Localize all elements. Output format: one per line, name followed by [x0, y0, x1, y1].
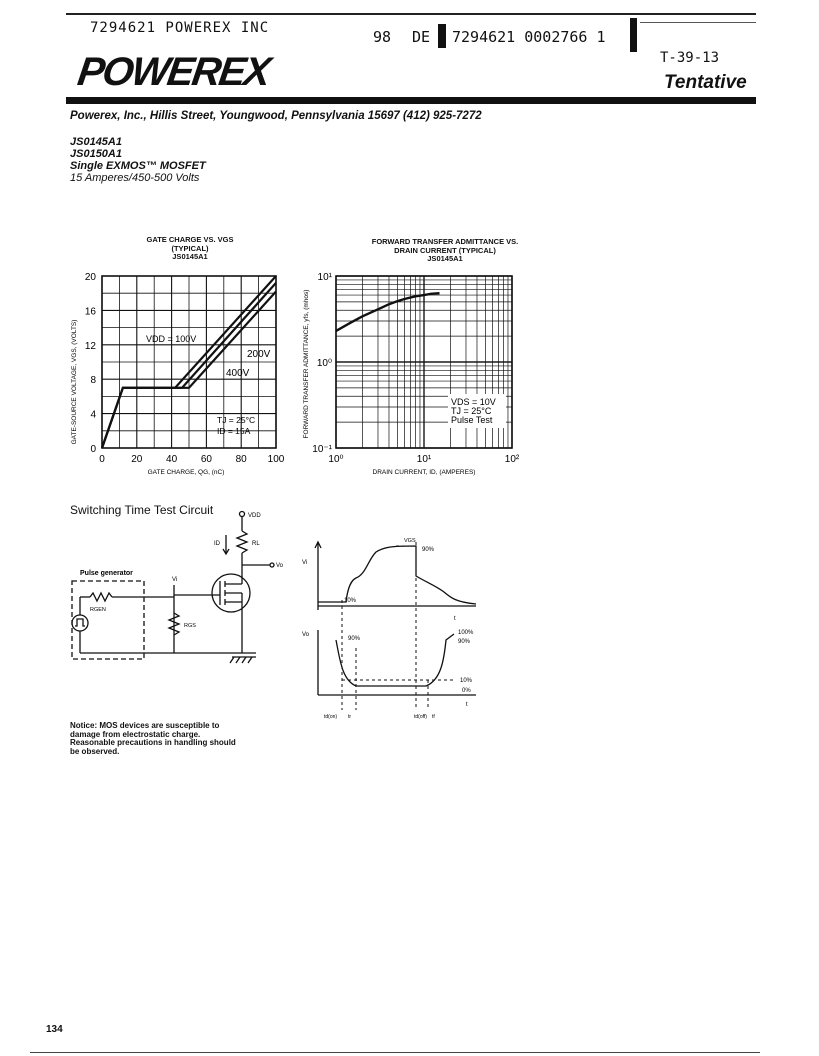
circuit-title: Switching Time Test Circuit: [70, 503, 214, 517]
part-number-1: JS0145A1: [70, 136, 122, 148]
chart1-x-tick: 100: [267, 454, 285, 465]
circuit-label-rgen: RGEN: [90, 607, 106, 613]
vdd-terminal: [240, 512, 245, 517]
product-name: Single EXMOS™ MOSFET: [70, 160, 206, 172]
chart2-y-tick: 10¹: [317, 272, 332, 283]
chart1-y-tick: 4: [90, 409, 96, 421]
rgen-resistor: [90, 593, 112, 601]
powerex-logo: POWEREX: [74, 50, 272, 94]
chart1-y-tick: 12: [84, 340, 96, 352]
chart1-annot-400: 400V: [226, 368, 250, 379]
chart1-x-tick: 0: [99, 454, 105, 465]
header-codes: 7294621 0002766 1: [452, 28, 606, 46]
chart1-annot-tj: TJ = 25°C: [217, 415, 256, 425]
chart2-y-tick: 10⁻¹: [312, 444, 332, 455]
esd-notice: [70, 722, 236, 756]
vgs-waveform: [318, 546, 476, 604]
header-rule-right: [640, 22, 756, 23]
header-ref: T-39-13: [660, 50, 720, 66]
chart2-title-line1: FORWARD TRANSFER ADMITTANCE VS.: [371, 237, 519, 246]
header-block-right: [630, 18, 637, 52]
chart1-ylabel: GATE-SOURCE VOLTAGE, VGS, (VOLTS): [71, 319, 78, 445]
circuit-label-vo: Vo: [276, 563, 284, 569]
top-rule: [66, 13, 756, 15]
chart2-y-tick: 10⁰: [316, 358, 332, 369]
chart1-y-tick: 0: [90, 444, 96, 455]
vo-terminal: [270, 563, 274, 567]
pulse-source: [72, 615, 88, 631]
circuit-label-rl: RL: [252, 541, 260, 547]
chart1-title-line2: (TYPICAL): [171, 243, 209, 253]
chart2-x-tick: 10¹: [416, 454, 432, 465]
header-batch: 98: [373, 28, 392, 46]
circuit-label-rgs: RGS: [184, 623, 196, 629]
chart1-title: [110, 236, 270, 262]
load-resistor: [237, 531, 247, 553]
chart2-title: [325, 238, 565, 264]
chart2-annot-tj: TJ = 25°C: [451, 406, 492, 416]
wave-label-100: 100%: [458, 630, 474, 636]
wave-label-vo: Vo: [302, 632, 310, 638]
wave-label-t-bottom: t: [466, 702, 468, 708]
part-number-2: JS0150A1: [70, 148, 122, 160]
bottom-rule: [30, 1052, 760, 1053]
chart1-x-tick: 40: [166, 454, 178, 465]
chart1-x-tick: 80: [235, 454, 247, 465]
circuit-label-vdd: VDD: [248, 513, 261, 519]
title-rule: [66, 97, 756, 104]
wave-label-90-top: 90%: [422, 547, 435, 553]
product-rating: 15 Amperes/450-500 Volts: [70, 172, 200, 184]
notice-line-3: Reasonable precautions in handling should: [70, 738, 236, 747]
notice-line-2: damage from electrostatic charge.: [70, 729, 201, 739]
company-address: Powerex, Inc., Hillis Street, Youngwood, Pennsylvania 15697 (412) 925-7272: [70, 110, 482, 122]
switching-waveforms: [296, 530, 496, 725]
header-de: DE: [412, 28, 431, 46]
chart2-ylabel: FORWARD TRANSFER ADMITTANCE, yfs, (mhos): [303, 289, 310, 439]
chart1-y-tick: 20: [84, 272, 96, 283]
status-label: Tentative: [664, 72, 747, 93]
wave-label-10-right: 10%: [460, 678, 473, 684]
page-number: 134: [46, 1024, 63, 1035]
chart1-title-line1: GATE CHARGE VS. VGS: [146, 235, 234, 244]
gate-charge-chart: [60, 262, 290, 482]
wave-label-t-top: t: [454, 616, 456, 622]
wave-label-vgs: VGS: [404, 538, 416, 544]
chart1-annot-200: 200V: [247, 349, 271, 360]
circuit-label-pulse: Pulse generator: [80, 570, 133, 577]
header-block: [438, 24, 446, 48]
chart1-y-tick: 16: [84, 306, 96, 318]
chart2-x-tick: 10²: [504, 454, 520, 465]
chart2-x-tick: 10⁰: [328, 454, 344, 465]
wave-label-90-right: 90%: [458, 639, 471, 645]
wave-label-90-bottom: 90%: [348, 636, 361, 642]
circuit-label-vi: Vi: [172, 577, 178, 583]
chart1-y-tick: 8: [90, 375, 96, 387]
wave-label-0: 0%: [462, 688, 471, 694]
wave-label-vi: Vi: [302, 560, 308, 566]
circuit-label-id: ID: [214, 541, 220, 547]
wave-label-tr: tr: [348, 714, 352, 720]
chart1-xlabel: GATE CHARGE, QG, (nC): [147, 469, 225, 476]
wave-label-toff: td(off): [414, 714, 427, 720]
chart1-x-tick: 60: [200, 454, 212, 465]
header-code: 7294621 POWEREX INC: [90, 20, 270, 36]
chart1-x-tick: 20: [131, 454, 143, 465]
chart2-xlabel: DRAIN CURRENT, ID, (AMPERES): [372, 469, 476, 476]
chart1-title-line3: JS0145A1: [172, 252, 208, 261]
wave-label-tf: tf: [432, 714, 435, 720]
wave-label-10: 10%: [344, 598, 357, 604]
switching-circuit-diagram: [60, 505, 290, 685]
notice-line-1: Notice: MOS devices are susceptible to: [70, 721, 220, 730]
chart2-title-line3: JS0145A1: [427, 254, 463, 263]
chart2-title-line2: DRAIN CURRENT (TYPICAL): [394, 245, 496, 255]
product-block: [70, 136, 206, 184]
wave-label-ton: td(on): [324, 714, 338, 720]
notice-line-4: be observed.: [70, 746, 120, 756]
transfer-admittance-chart: [296, 262, 526, 482]
chart2-annot-pulse: Pulse Test: [451, 415, 493, 425]
chart2-annot-vds: VDS = 10V: [451, 397, 496, 407]
chart1-annot-id: ID = 15A: [217, 426, 251, 436]
chart1-annot-vdd: VDD = 100V: [146, 334, 197, 344]
